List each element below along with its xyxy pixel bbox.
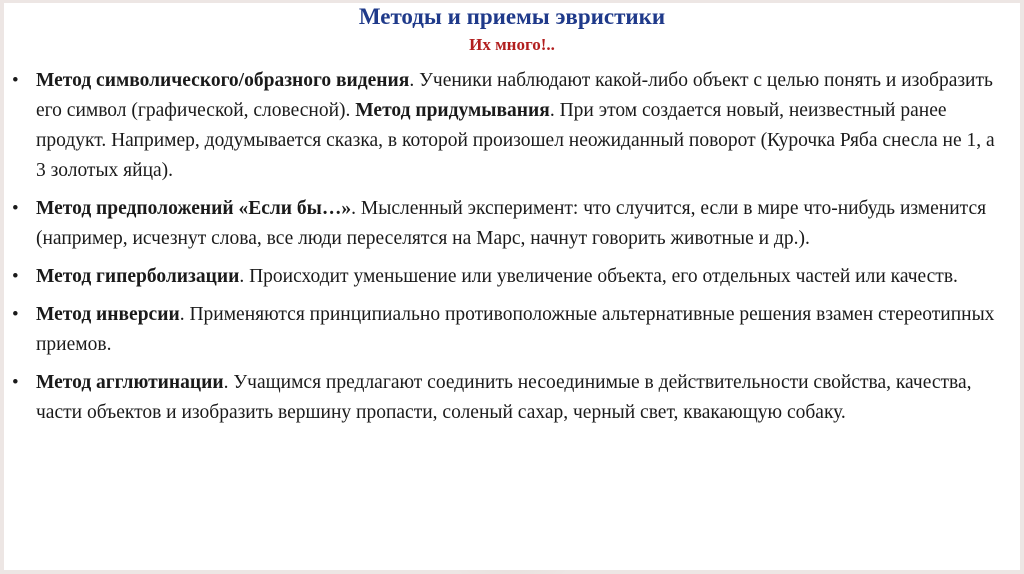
- method-description: . Мысленный эксперимент: что случится, если в мире что-нибудь изменится (например, исчезнут слова, все люди переселятся на Марс, начнут говорить животные и др.).: [36, 198, 987, 249]
- method-term: Метод гиперболизации: [36, 266, 240, 287]
- list-item: [12, 368, 1002, 428]
- method-description: . Учащимся предлагают соединить несоединимые в действительности свойства, качества, части объектов и изобразить вершину пропасти, соленый сахар, черный свет, квакающую собаку.: [36, 372, 972, 423]
- bullet-icon: •: [12, 372, 19, 393]
- method-description: . Ученики наблюдают какой-либо объект с целью понять и изобразить его символ (графической, словесной).: [36, 70, 993, 121]
- slide-subtitle: Их много!..: [469, 35, 555, 54]
- method-term: Метод символического/образного видения: [36, 70, 410, 91]
- bullet-icon: •: [12, 70, 19, 91]
- method-description: . Применяются принципиально противоположные альтернативные решения взамен стереотипных приемов.: [36, 304, 995, 355]
- bullet-icon: •: [12, 266, 19, 287]
- methods-list: [12, 66, 1002, 436]
- method-term: Метод предположений «Если бы…»: [36, 198, 352, 219]
- list-item: [12, 262, 1002, 292]
- slide-title: Методы и приемы эвристики: [358, 4, 666, 29]
- method-term: Метод агглютинации: [36, 372, 224, 393]
- list-item: [12, 66, 1002, 186]
- bullet-icon: •: [12, 304, 19, 325]
- method-term: Метод придумывания: [355, 100, 550, 121]
- method-description: . Происходит уменьшение или увеличение объекта, его отдельных частей или качеств.: [239, 266, 958, 287]
- list-item: [12, 194, 1002, 254]
- bullet-icon: •: [12, 198, 19, 219]
- method-description: . При этом создается новый, неизвестный ранее продукт. Например, додумывается сказка, в которой произошел неожиданный поворот (Курочка Ряба снесла не 1, а 3 золотых яйца).: [36, 100, 995, 181]
- method-term: Метод инверсии: [36, 304, 180, 325]
- list-item: [12, 300, 1002, 360]
